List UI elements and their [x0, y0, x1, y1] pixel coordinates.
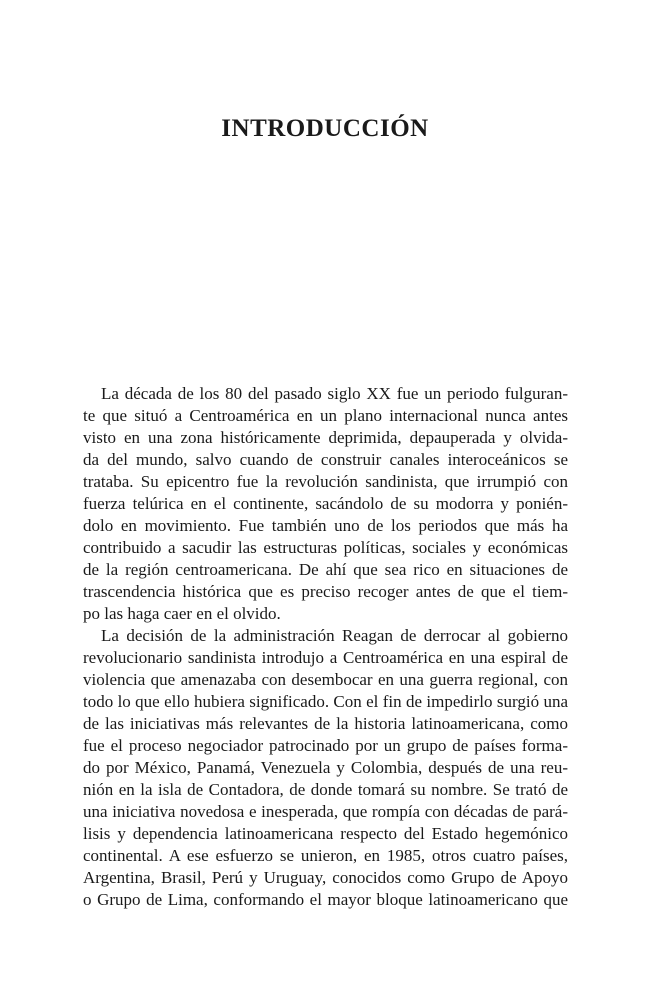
body-text [83, 383, 568, 911]
text-line: dolo en movimiento. Fue también uno de los periodos que más ha [83, 516, 568, 535]
paragraph-1 [83, 383, 568, 625]
text-line: o Grupo de Lima, conformando el mayor bloque latinoamericano que [83, 890, 568, 909]
text-line: todo lo que ello hubiera significado. Con el fin de impedirlo surgió una [83, 692, 568, 711]
text-line: fuerza telúrica en el continente, sacándolo de su modorra y ponién- [83, 494, 568, 513]
paragraph-2 [83, 625, 568, 911]
text-line: continental. A ese esfuerzo se unieron, en 1985, otros cuatro países, [83, 846, 568, 865]
text-line: de la región centroamericana. De ahí que sea rico en situaciones de [83, 560, 568, 579]
text-line: visto en una zona históricamente deprimida, depauperada y olvida- [83, 428, 568, 447]
text-line: contribuido a sacudir las estructuras políticas, sociales y económicas [83, 538, 568, 557]
text-line: trascendencia histórica que es preciso recoger antes de que el tiem- [83, 582, 568, 601]
text-line: da del mundo, salvo cuando de construir canales interoceánicos se [83, 450, 568, 469]
text-line: nión en la isla de Contadora, de donde tomará su nombre. Se trató de [83, 780, 568, 799]
text-line: La década de los 80 del pasado siglo XX fue un periodo fulguran- [101, 384, 568, 403]
text-line: La decisión de la administración Reagan de derrocar al gobierno [101, 626, 568, 645]
text-line: fue el proceso negociador patrocinado por un grupo de países forma- [83, 736, 568, 755]
text-line: una iniciativa novedosa e inesperada, que rompía con décadas de pará- [83, 802, 568, 821]
text-line: po las haga caer en el olvido. [83, 604, 281, 623]
text-line: lisis y dependencia latinoamericana respecto del Estado hegemónico [83, 824, 568, 843]
text-line: violencia que amenazaba con desembocar en una guerra regional, con [83, 670, 568, 689]
text-line: de las iniciativas más relevantes de la historia latinoamericana, como [83, 714, 568, 733]
chapter-title: INTRODUCCIÓN [221, 115, 429, 142]
text-line: do por México, Panamá, Venezuela y Colombia, después de una reu- [83, 758, 568, 777]
text-line: Argentina, Brasil, Perú y Uruguay, conocidos como Grupo de Apoyo [83, 868, 568, 887]
text-line: te que situó a Centroamérica en un plano internacional nunca antes [83, 406, 568, 425]
text-line: trataba. Su epicentro fue la revolución sandinista, que irrumpió con [83, 472, 568, 491]
text-line: revolucionario sandinista introdujo a Centroamérica en una espiral de [83, 648, 568, 667]
